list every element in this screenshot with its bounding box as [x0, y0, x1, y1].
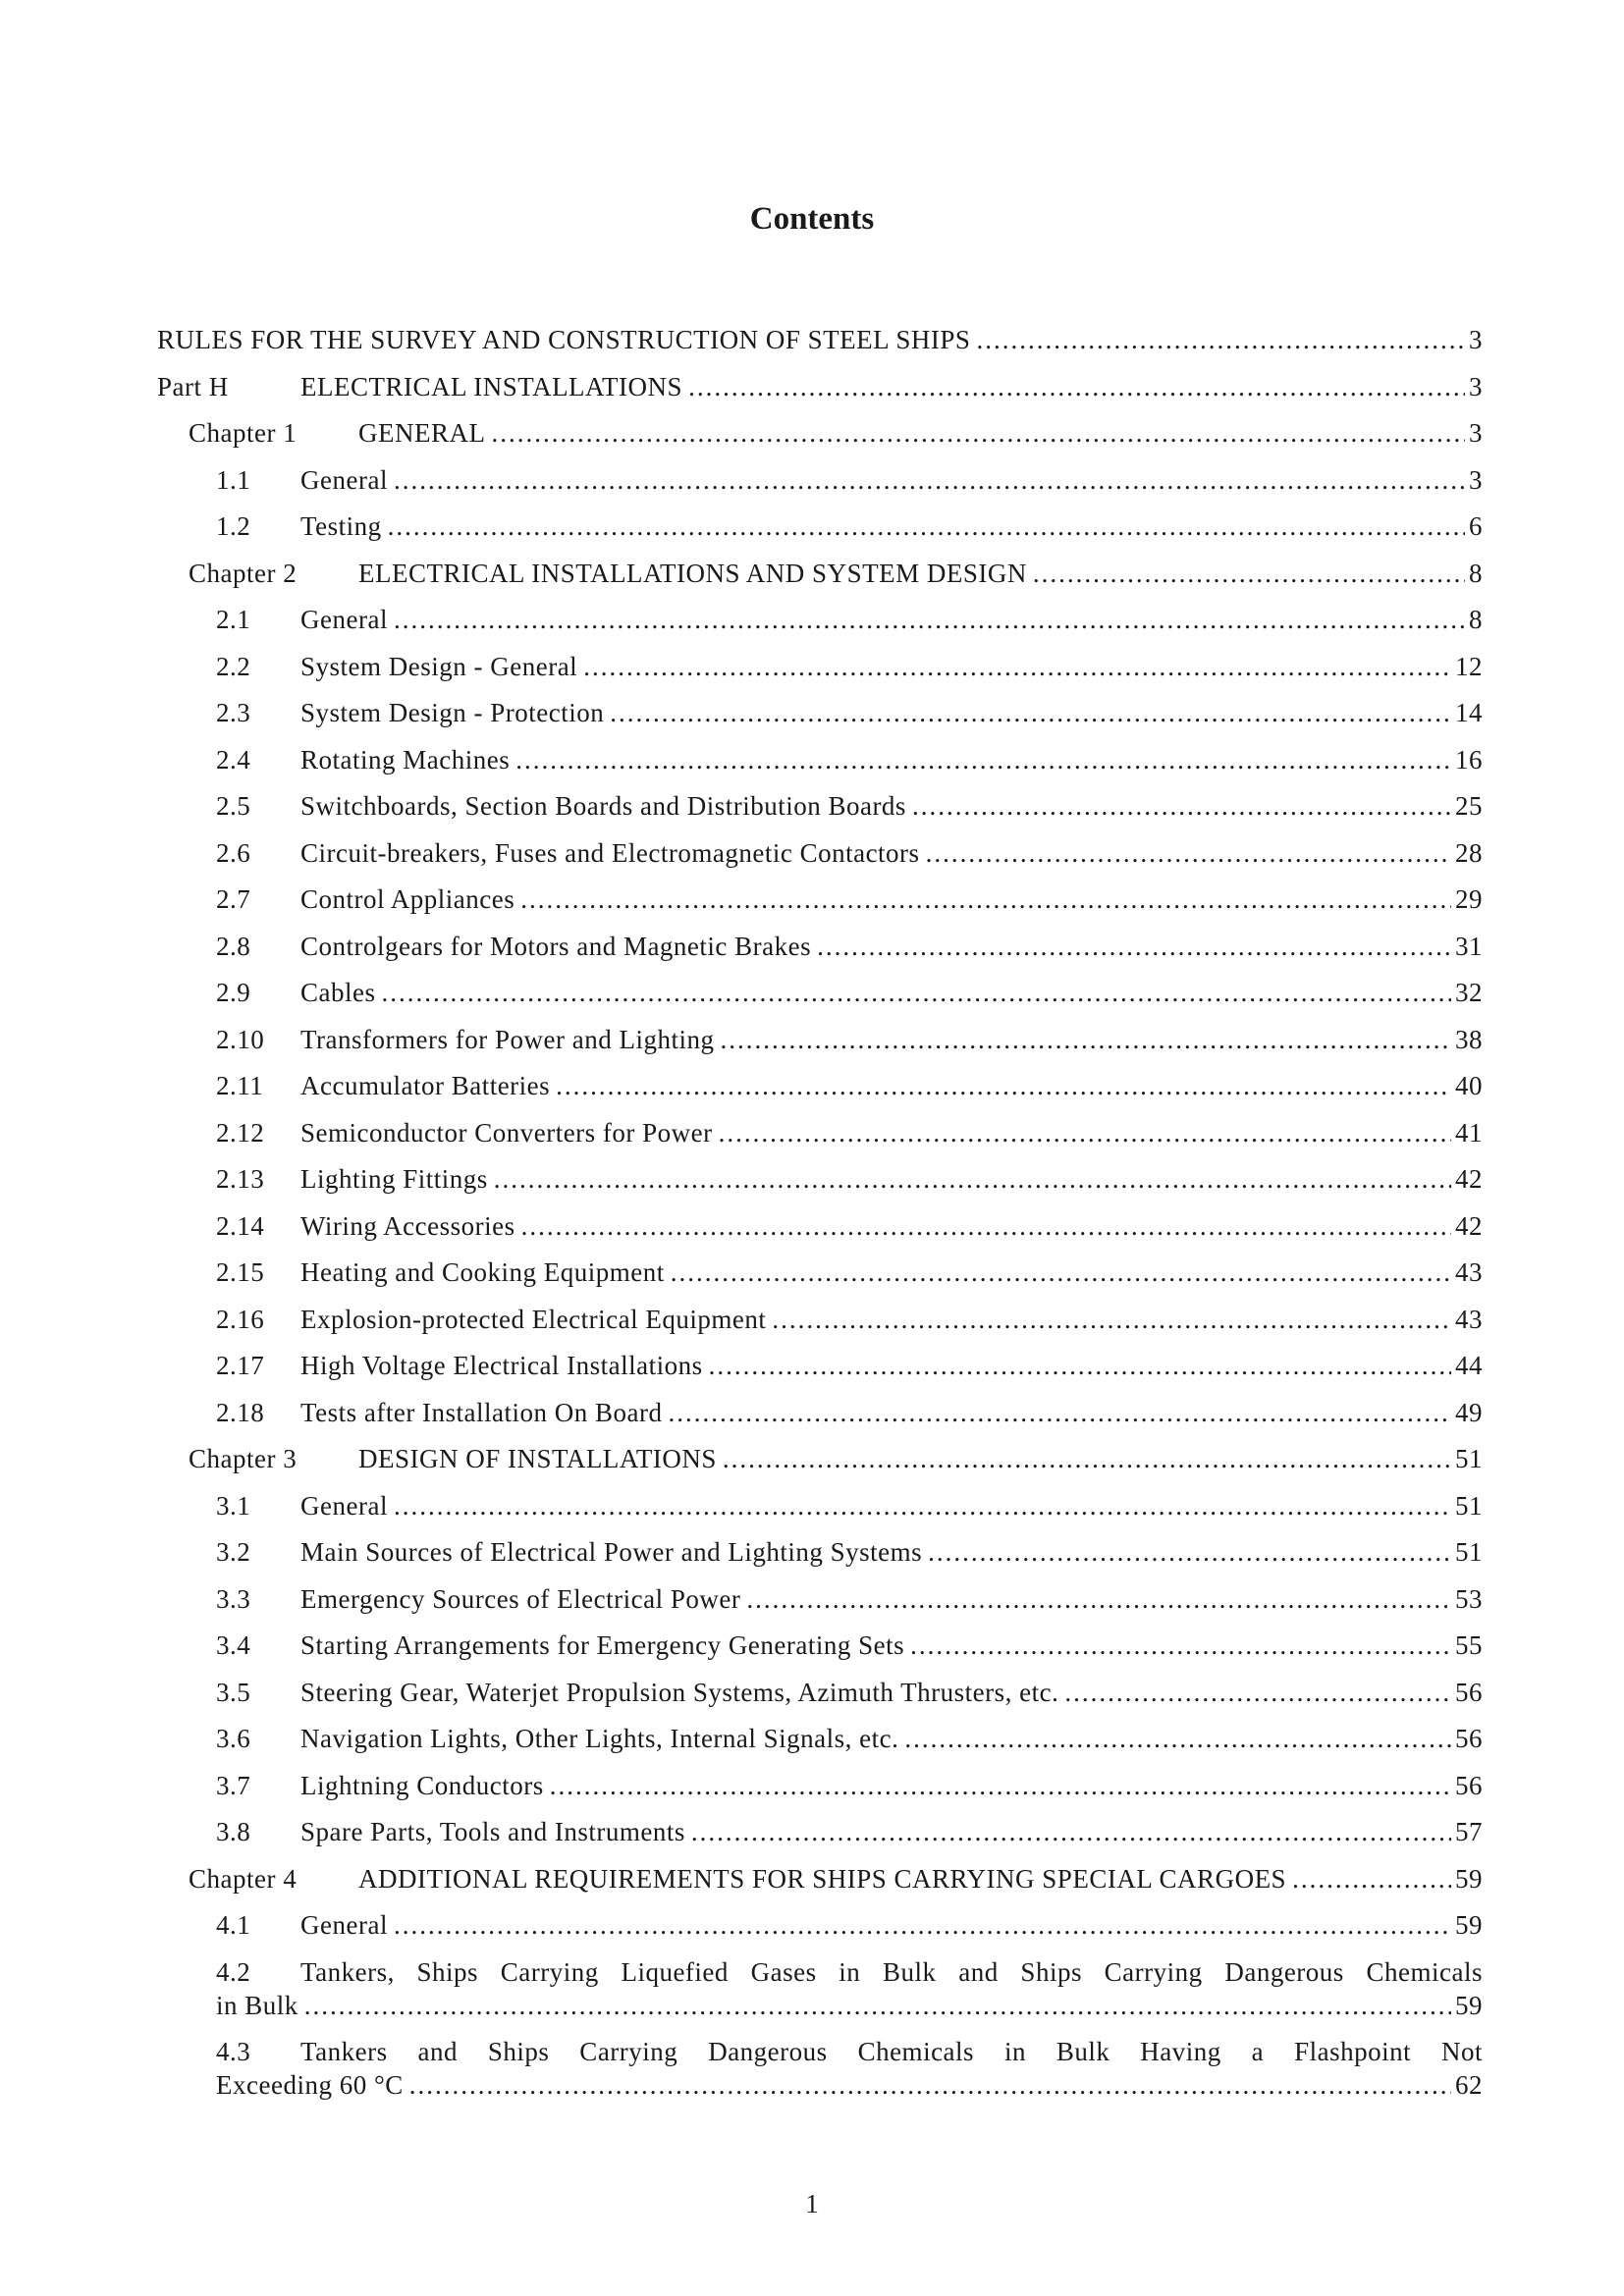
toc-entry-page: 41	[1451, 1117, 1483, 1148]
toc-entry-number: 2.16	[216, 1304, 265, 1334]
toc-entry[interactable]	[157, 780, 1483, 828]
dot-leader	[720, 1024, 1451, 1055]
toc-entry-line	[300, 1629, 1483, 1661]
toc-entry-title: Starting Arrangements for Emergency Generating Sets	[300, 1629, 910, 1661]
toc-entry[interactable]	[157, 734, 1483, 781]
dot-leader	[723, 1443, 1451, 1474]
toc-entry-title: Rotating Machines	[300, 744, 515, 775]
toc-entry-number: 1.1	[216, 464, 251, 495]
toc-entry-number: 2.17	[216, 1351, 265, 1380]
toc-entry-title: Heating and Cooking Equipment	[300, 1256, 671, 1288]
toc-entry-title: Lighting Fittings	[300, 1163, 494, 1195]
toc-entry-number: 2.2	[216, 651, 251, 681]
dot-leader	[515, 744, 1451, 775]
toc-entry-number: 4.1	[216, 1910, 251, 1940]
toc-entry-number: 2.11	[216, 1071, 264, 1100]
toc-entry-title: Main Sources of Electrical Power and Lighting Systems	[300, 1536, 928, 1568]
toc-entry-line	[300, 1304, 1483, 1335]
toc-entry[interactable]	[157, 1667, 1483, 1714]
toc-entry-title: Testing	[300, 510, 388, 542]
dot-leader	[388, 510, 1465, 542]
dot-leader	[688, 371, 1465, 402]
toc-entry-page: 53	[1451, 1583, 1483, 1615]
toc-entry-number: Chapter 4	[189, 1863, 298, 1894]
toc-entry-page: 31	[1451, 931, 1483, 962]
toc-entry[interactable]	[157, 1947, 1483, 2026]
table-of-contents	[157, 314, 1483, 2106]
toc-entry[interactable]	[157, 687, 1483, 734]
toc-entry-number: 3.1	[216, 1490, 251, 1521]
toc-entry-title: RULES FOR THE SURVEY AND CONSTRUCTION OF STEEL SHIPS	[157, 324, 976, 355]
toc-entry-page: 59	[1451, 1909, 1483, 1941]
dot-leader	[394, 1490, 1451, 1522]
toc-entry-number: 3.3	[216, 1583, 251, 1614]
toc-entry[interactable]	[157, 2026, 1483, 2106]
toc-entry-page: 55	[1451, 1629, 1483, 1661]
dot-leader	[1292, 1863, 1451, 1895]
toc-entry-title: Tankers and Ships Carrying Dangerous Chemicals in Bulk Having a Flashpoint Not	[300, 2036, 1483, 2066]
toc-entry-page: 56	[1451, 1677, 1483, 1708]
toc-entry-page: 59	[1451, 1990, 1483, 2021]
toc-entry-title-continuation: in Bulk	[216, 1990, 304, 2021]
dot-leader	[719, 1117, 1451, 1148]
dot-leader	[556, 1070, 1451, 1101]
toc-entry[interactable]	[157, 314, 1483, 361]
toc-entry-line	[358, 1863, 1483, 1895]
toc-entry-title-continuation: Exceeding 60 °C	[216, 2069, 409, 2101]
toc-entry-title: Switchboards, Section Boards and Distribution Boards	[300, 790, 912, 822]
toc-entry-line	[300, 651, 1483, 682]
toc-entry-title: General	[300, 604, 394, 635]
toc-entry-number: 3.2	[216, 1537, 251, 1567]
toc-entry[interactable]	[157, 501, 1483, 548]
toc-entry-number: 2.12	[216, 1117, 265, 1148]
toc-entry-line	[300, 1397, 1483, 1428]
toc-entry-page: 49	[1451, 1397, 1483, 1428]
toc-entry[interactable]	[157, 1247, 1483, 1294]
toc-entry-number: 3.6	[216, 1724, 251, 1753]
toc-entry-number: 2.15	[216, 1257, 265, 1287]
toc-entry[interactable]	[157, 1899, 1483, 1947]
toc-entry-number: 4.3	[216, 2036, 251, 2066]
toc-entry-title: General	[300, 464, 394, 496]
toc-entry-line	[300, 464, 1483, 496]
toc-entry-number: Chapter 2	[189, 558, 298, 588]
toc-entry-number: 2.5	[216, 791, 251, 821]
dot-leader	[772, 1304, 1451, 1335]
toc-entry-title: ADDITIONAL REQUIREMENTS FOR SHIPS CARRYING SPECIAL CARGOES	[358, 1863, 1292, 1895]
toc-entry-number: 2.6	[216, 837, 251, 868]
toc-entry[interactable]	[157, 1526, 1483, 1574]
toc-entry-number: 1.2	[216, 511, 251, 541]
toc-entry-title: General	[300, 1490, 394, 1522]
toc-entry-title: General	[300, 1909, 394, 1941]
dot-leader	[491, 417, 1465, 449]
toc-entry-line	[300, 1210, 1483, 1242]
toc-entry-page: 51	[1451, 1490, 1483, 1522]
toc-entry-line	[157, 324, 1483, 355]
toc-entry-page: 3	[1465, 417, 1483, 449]
toc-entry-page: 43	[1451, 1304, 1483, 1335]
dot-leader	[691, 1816, 1451, 1847]
toc-entry-title: Cables	[300, 977, 382, 1008]
toc-entry-page: 43	[1451, 1256, 1483, 1288]
toc-entry-page: 51	[1451, 1443, 1483, 1474]
toc-entry-page: 32	[1451, 977, 1483, 1008]
toc-entry-page: 28	[1451, 837, 1483, 869]
toc-entry-number: Chapter 3	[189, 1444, 298, 1473]
toc-entry-line	[300, 1583, 1483, 1615]
toc-entry[interactable]	[157, 1201, 1483, 1248]
toc-entry[interactable]	[157, 1574, 1483, 1621]
toc-entry-number: 2.14	[216, 1210, 265, 1241]
toc-entry-title: ELECTRICAL INSTALLATIONS AND SYSTEM DESIGN	[358, 558, 1033, 589]
toc-entry-line	[300, 1490, 1483, 1522]
toc-entry-number: 3.8	[216, 1817, 251, 1846]
toc-entry-number: Part H	[157, 371, 229, 401]
toc-entry-line	[358, 417, 1483, 449]
toc-entry-number: 2.4	[216, 744, 251, 774]
dot-leader	[550, 1770, 1451, 1801]
dot-leader	[394, 1909, 1451, 1941]
toc-entry-page: 62	[1451, 2069, 1483, 2101]
toc-entry[interactable]	[157, 548, 1483, 595]
dot-leader	[1064, 1677, 1451, 1708]
toc-entry-line	[216, 2069, 1483, 2101]
toc-entry-page: 14	[1451, 697, 1483, 728]
toc-entry-line	[300, 1536, 1483, 1568]
toc-entry-line	[300, 1117, 1483, 1148]
toc-entry-line	[300, 790, 1483, 822]
toc-entry-line	[300, 1816, 1483, 1847]
toc-entry-title: Tankers, Ships Carrying Liquefied Gases in Bulk and Ships Carrying Dangerous Chemicals	[300, 1956, 1483, 1987]
toc-entry-line	[358, 1443, 1483, 1474]
toc-entry-line	[358, 558, 1483, 589]
toc-entry-number: 3.4	[216, 1630, 251, 1660]
toc-entry-title: Lightning Conductors	[300, 1770, 550, 1801]
toc-entry[interactable]	[157, 641, 1483, 688]
toc-entry-line	[300, 510, 1483, 542]
toc-entry-title: System Design - General	[300, 651, 583, 682]
toc-entry[interactable]	[157, 1806, 1483, 1853]
dot-leader	[926, 837, 1451, 869]
dot-leader	[746, 1583, 1451, 1615]
toc-entry-title: High Voltage Electrical Installations	[300, 1350, 709, 1381]
dot-leader	[382, 977, 1452, 1008]
toc-entry-title: Semiconductor Converters for Power	[300, 1117, 719, 1148]
toc-entry[interactable]	[157, 1060, 1483, 1107]
toc-entry[interactable]	[157, 874, 1483, 921]
dot-leader	[910, 1629, 1451, 1661]
toc-entry[interactable]	[157, 1760, 1483, 1807]
dot-leader	[394, 464, 1465, 496]
dot-leader	[671, 1256, 1451, 1288]
toc-entry-line	[300, 1256, 1483, 1288]
page-number: 1	[805, 2189, 819, 2218]
toc-entry-title: Emergency Sources of Electrical Power	[300, 1583, 746, 1615]
toc-entry[interactable]	[157, 967, 1483, 1014]
toc-entry-number: 2.18	[216, 1397, 265, 1427]
dot-leader	[583, 651, 1451, 682]
dot-leader	[304, 1990, 1451, 2021]
toc-entry-line	[300, 371, 1483, 402]
toc-entry-number: 2.8	[216, 931, 251, 961]
page-title: Contents	[749, 201, 875, 237]
dot-leader	[976, 324, 1465, 355]
toc-entry-title: Spare Parts, Tools and Instruments	[300, 1816, 691, 1847]
toc-entry-number: 3.5	[216, 1677, 251, 1707]
toc-entry-line	[216, 1990, 1483, 2021]
toc-entry-number: 2.9	[216, 978, 251, 1007]
toc-entry[interactable]	[157, 1294, 1483, 1341]
toc-entry-title: System Design - Protection	[300, 697, 610, 728]
toc-entry-title: ELECTRICAL INSTALLATIONS	[300, 371, 688, 402]
dot-leader	[669, 1397, 1451, 1428]
toc-entry-page: 42	[1451, 1210, 1483, 1242]
toc-entry[interactable]	[157, 1107, 1483, 1154]
toc-entry-number: 4.2	[216, 1956, 251, 1987]
toc-entry-line	[300, 1909, 1483, 1941]
dot-leader	[520, 883, 1451, 915]
toc-entry[interactable]	[157, 921, 1483, 968]
dot-leader	[709, 1350, 1451, 1381]
toc-entry-page: 42	[1451, 1163, 1483, 1195]
toc-entry-line	[300, 1024, 1483, 1055]
toc-entry-line	[300, 604, 1483, 635]
toc-entry-number: 3.7	[216, 1770, 251, 1800]
toc-entry-page: 8	[1465, 604, 1483, 635]
toc-entry-title: Wiring Accessories	[300, 1210, 521, 1242]
toc-entry[interactable]	[157, 1480, 1483, 1527]
toc-entry-line	[300, 931, 1483, 962]
toc-entry[interactable]	[157, 407, 1483, 454]
toc-entry-line	[300, 883, 1483, 915]
toc-entry[interactable]	[157, 1387, 1483, 1434]
toc-entry-page: 3	[1465, 371, 1483, 402]
toc-entry[interactable]	[157, 1153, 1483, 1201]
dot-leader	[409, 2069, 1451, 2101]
toc-entry[interactable]	[157, 1433, 1483, 1480]
toc-entry-title: DESIGN OF INSTALLATIONS	[358, 1443, 723, 1474]
toc-entry-page: 6	[1465, 510, 1483, 542]
toc-entry-page: 16	[1451, 744, 1483, 775]
dot-leader	[610, 697, 1451, 728]
toc-entry-line	[300, 1770, 1483, 1801]
toc-entry-page: 12	[1451, 651, 1483, 682]
toc-entry-line	[300, 1163, 1483, 1195]
toc-entry-number: 2.7	[216, 884, 251, 914]
toc-entry[interactable]	[157, 1713, 1483, 1760]
toc-entry-page: 25	[1451, 790, 1483, 822]
toc-entry-page: 40	[1451, 1070, 1483, 1101]
toc-entry-number: 2.10	[216, 1024, 265, 1054]
toc-entry-title: Tests after Installation On Board	[300, 1397, 669, 1428]
toc-entry-title: Circuit-breakers, Fuses and Electromagnetic Contactors	[300, 837, 926, 869]
dot-leader	[928, 1536, 1451, 1568]
toc-entry-title: Transformers for Power and Lighting	[300, 1024, 720, 1055]
dot-leader	[817, 931, 1451, 962]
toc-entry-page: 29	[1451, 883, 1483, 915]
toc-entry-line	[300, 1070, 1483, 1101]
toc-entry-title: GENERAL	[358, 417, 491, 449]
toc-entry-line	[300, 744, 1483, 775]
toc-entry[interactable]	[157, 828, 1483, 875]
toc-entry-line	[300, 697, 1483, 728]
toc-entry-page: 51	[1451, 1536, 1483, 1568]
toc-entry-page: 56	[1451, 1723, 1483, 1754]
toc-entry-title: Accumulator Batteries	[300, 1070, 556, 1101]
toc-entry-title: Explosion-protected Electrical Equipment	[300, 1304, 772, 1335]
toc-entry-number: 2.3	[216, 698, 251, 727]
toc-entry[interactable]	[157, 361, 1483, 408]
dot-leader	[912, 790, 1451, 822]
dot-leader	[521, 1210, 1451, 1242]
toc-entry-page: 57	[1451, 1816, 1483, 1847]
toc-entry-number: 2.1	[216, 605, 251, 634]
toc-entry-page: 3	[1465, 324, 1483, 355]
toc-entry-page: 3	[1465, 464, 1483, 496]
toc-entry-title: Controlgears for Motors and Magnetic Brakes	[300, 931, 817, 962]
toc-entry[interactable]	[157, 454, 1483, 502]
toc-entry-title: Steering Gear, Waterjet Propulsion Systems, Azimuth Thrusters, etc.	[300, 1677, 1064, 1708]
toc-entry-line	[300, 1723, 1483, 1754]
toc-entry[interactable]	[157, 1340, 1483, 1387]
toc-entry-page: 8	[1465, 558, 1483, 589]
dot-leader	[904, 1723, 1451, 1754]
toc-entry-title: Control Appliances	[300, 883, 520, 915]
toc-entry-page: 59	[1451, 1863, 1483, 1895]
toc-entry[interactable]	[157, 1014, 1483, 1061]
toc-entry-line	[300, 837, 1483, 869]
toc-entry-line	[300, 977, 1483, 1008]
toc-entry-number: 2.13	[216, 1164, 265, 1194]
toc-entry-number: Chapter 1	[189, 418, 298, 448]
toc-entry-line	[300, 1350, 1483, 1381]
toc-entry-page: 56	[1451, 1770, 1483, 1801]
toc-entry[interactable]	[157, 1620, 1483, 1667]
toc-entry[interactable]	[157, 594, 1483, 641]
toc-entry[interactable]	[157, 1853, 1483, 1900]
toc-entry-page: 44	[1451, 1350, 1483, 1381]
dot-leader	[494, 1163, 1451, 1195]
toc-entry-page: 38	[1451, 1024, 1483, 1055]
toc-entry-title: Navigation Lights, Other Lights, Internal Signals, etc.	[300, 1723, 904, 1754]
dot-leader	[1033, 558, 1465, 589]
dot-leader	[394, 604, 1465, 635]
toc-entry-line	[300, 1677, 1483, 1708]
